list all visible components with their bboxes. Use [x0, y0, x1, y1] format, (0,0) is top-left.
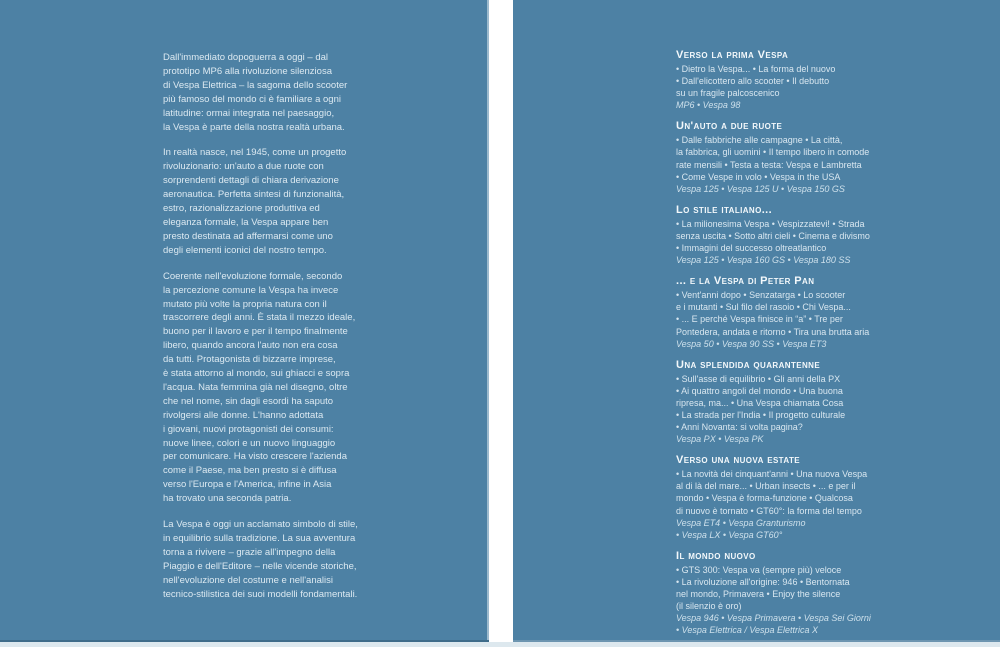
toc-section-heading: Verso la prima Vespa [676, 49, 789, 61]
toc-section-models [676, 99, 916, 111]
text-line: Pontedera, andata e ritorno • Tira una brutta aria [676, 326, 870, 337]
text-line: rivoluzionario: un'auto a due ruote con [163, 161, 324, 173]
text-line: in equilibrio sulla tradizione. La sua avventura [163, 533, 356, 544]
text-line: nell'evoluzione del costume e nell'analisi [163, 574, 333, 586]
toc-section-heading: Lo stile italiano... [676, 203, 773, 216]
toc-section-items [676, 63, 916, 99]
toc-section [676, 49, 916, 111]
toc-section-models [676, 338, 916, 350]
text-line: • La rivoluzione all'origine: 946 • Bentornata [676, 576, 850, 587]
text-line: come il Paese, ma ben presto si è diffusa [163, 465, 337, 477]
text-line: di nuovo è tornato • GT60°: la forma del tempo [676, 505, 862, 516]
text-line: • Dietro la Vespa... • La forma del nuovo [676, 64, 836, 74]
intro-paragraph [163, 518, 393, 601]
text-line: • Sull'asse di equilibrio • Gli anni della PX [676, 373, 841, 384]
text-line: (il silenzio è oro) [676, 601, 742, 612]
text-line: Vespa 125 • Vespa 125 U • Vespa 150 GS [676, 183, 845, 194]
text-line: che nel nome, sin dagli esordi ha saputo [163, 395, 334, 407]
text-line: la fabbrica, gli uomini • Il tempo libero in comode [676, 147, 870, 158]
intro-paragraph [163, 51, 393, 134]
book-bottom-edge [0, 642, 1000, 647]
text-line: buono per il lavoro e per il tempo finalmente [163, 326, 348, 338]
toc-section [676, 550, 916, 637]
text-line: su un fragile palcoscenico [676, 88, 780, 99]
text-line: latitudine: ormai integrata nel paesaggio, [163, 107, 335, 119]
text-line: è stata attorno al mondo, sui ghiacci e sopra [163, 368, 350, 380]
text-line: rate mensili • Testa a testa: Vespa e Lambretta [676, 159, 862, 170]
table-of-contents [676, 49, 916, 645]
text-line: la percezione comune la Vespa ha invece [163, 284, 339, 296]
text-line: • Vent'anni dopo • Senzatarga • Lo scooter [676, 290, 846, 301]
toc-section-items [676, 134, 916, 182]
text-line: • La milionesima Vespa • Vespizzatevi! • Strada [676, 218, 865, 229]
toc-section [676, 454, 916, 541]
intro-paragraph [163, 270, 393, 506]
toc-section [676, 359, 916, 446]
text-line: estro, razionalizzazione produttiva ed [163, 203, 320, 215]
text-line: • Dalle fabbriche alle campagne • La città, [676, 135, 843, 146]
toc-section-heading: Il mondo nuovo [676, 549, 756, 562]
text-line: i giovani, nuovi protagonisti dei consumi: [163, 423, 334, 435]
text-line: al di là del mare... • Urban insects • ... e per il [676, 481, 856, 492]
text-line: Coerente nell'evoluzione formale, secondo [163, 270, 343, 282]
text-line: ripresa, ma... • Una Vespa chiamata Cosa [676, 397, 844, 408]
toc-section-models [676, 517, 916, 541]
toc-section [676, 204, 916, 266]
intro-paragraph [163, 146, 393, 257]
text-line: prototipo MP6 alla rivoluzione silenziosa [163, 65, 332, 77]
text-line: verso l'Europa e l'America, infine in Asia [163, 479, 332, 491]
text-line: • GTS 300: Vespa va (sempre più) veloce [676, 564, 842, 575]
text-line: eleganza formale, la Vespa appare ben [163, 216, 329, 228]
text-line: e i mutanti • Sul filo del rasoio • Chi Vespa... [676, 302, 851, 313]
toc-section-models [676, 254, 916, 266]
text-line: • Immagini del successo oltreatlantico [676, 243, 827, 254]
toc-section-items [676, 468, 916, 516]
toc-section-items [676, 564, 916, 612]
text-line: • Vespa Elettrica / Vespa Elettrica X [676, 625, 819, 636]
toc-section-heading: Verso una nuova estate [676, 454, 800, 467]
text-line: l'acqua. Nata femmina già nel disegno, oltre [163, 381, 348, 393]
text-line: • Ai quattro angoli del mondo • Una buona [676, 385, 843, 396]
text-line: più famoso del mondo ci è familiare a ogni [163, 93, 341, 105]
toc-section-heading: Una splendida quarantenne [676, 358, 821, 371]
text-line: senza uscita • Sotto altri cieli • Cinema e divismo [676, 230, 870, 241]
text-line: mondo • Vespa è forma-funzione • Qualcosa [676, 493, 853, 504]
text-line: aeronautica. Perfetta sintesi di funzionalità, [163, 189, 345, 201]
toc-section [676, 120, 916, 194]
text-line: di Vespa Elettrica – la sagoma dello scooter [163, 79, 348, 91]
toc-section-items [676, 373, 916, 433]
text-line: nuove linee, colori e un nuovo linguaggio [163, 437, 336, 449]
toc-section-items [676, 289, 916, 337]
text-line: • Dall'elicottero allo scooter • Il debutto [676, 76, 830, 87]
toc-section-heading: Un'auto a due ruote [676, 120, 783, 133]
text-line: rivolgersi alle donne. L'hanno adottata [163, 409, 324, 421]
text-line: Vespa ET4 • Vespa Granturismo [676, 517, 806, 528]
text-line: degli elementi iconici del nostro tempo. [163, 244, 327, 256]
toc-section-items [676, 218, 916, 254]
text-line: • Come Vespe in volo • Vespa in the USA [676, 171, 841, 182]
text-line: Vespa PX • Vespa PK [676, 434, 764, 445]
text-line: Vespa 946 • Vespa Primavera • Vespa Sei Giorni [676, 613, 871, 624]
text-line: la Vespa è parte della nostra realtà urbana. [163, 121, 345, 133]
toc-section-models [676, 612, 916, 636]
text-line: presto destinata ad affermarsi come uno [163, 230, 333, 242]
text-line: La Vespa è oggi un acclamato simbolo di stile, [163, 519, 358, 531]
text-line: nel mondo, Primavera • Enjoy the silence [676, 589, 841, 599]
toc-section-heading: ... e la Vespa di Peter Pan [676, 275, 815, 288]
text-line: per comunicare. Ha visto crescere l'azienda [163, 451, 347, 463]
toc-section-models [676, 433, 916, 445]
intro-text-column [163, 51, 393, 614]
text-line: Vespa 125 • Vespa 160 GS • Vespa 180 SS [676, 255, 851, 266]
text-line: Piaggio e dell'Editore – nelle vicende storiche, [163, 560, 357, 572]
text-line: Dall'immediato dopoguerra a oggi – dal [163, 52, 328, 63]
text-line: • La strada per l'India • Il progetto culturale [676, 409, 846, 420]
right-page [513, 0, 1000, 642]
text-line: • Anni Novanta: si volta pagina? [676, 422, 803, 433]
toc-section-models [676, 183, 916, 195]
toc-section [676, 275, 916, 349]
text-line: tecnico-stilistica dei suoi modelli fondamentali. [163, 588, 358, 600]
text-line: MP6 • Vespa 98 [676, 100, 741, 111]
text-line: da tutti. Protagonista di bizzarre imprese, [163, 354, 336, 366]
left-page [0, 0, 489, 642]
text-line: ha trovato una seconda patria. [163, 493, 292, 505]
text-line: Vespa 50 • Vespa 90 SS • Vespa ET3 [676, 338, 827, 349]
text-line: sorprendenti dettagli di chiara derivazione [163, 175, 339, 187]
text-line: trascorrere degli anni. È stata il mezzo ideale, [163, 312, 356, 324]
text-line: mutato più volte la propria natura con il [163, 298, 327, 310]
text-line: torna a rivivere – grazie all'impegno della [163, 546, 336, 558]
text-line: libero, quando ancora l'auto non era cosa [163, 340, 338, 352]
text-line: In realtà nasce, nel 1945, come un progetto [163, 147, 347, 159]
text-line: • Vespa LX • Vespa GT60° [676, 529, 783, 540]
text-line: • La novità dei cinquant'anni • Una nuova Vespa [676, 469, 868, 480]
text-line: • ... E perché Vespa finisce in “a” • Tre per [676, 314, 843, 325]
